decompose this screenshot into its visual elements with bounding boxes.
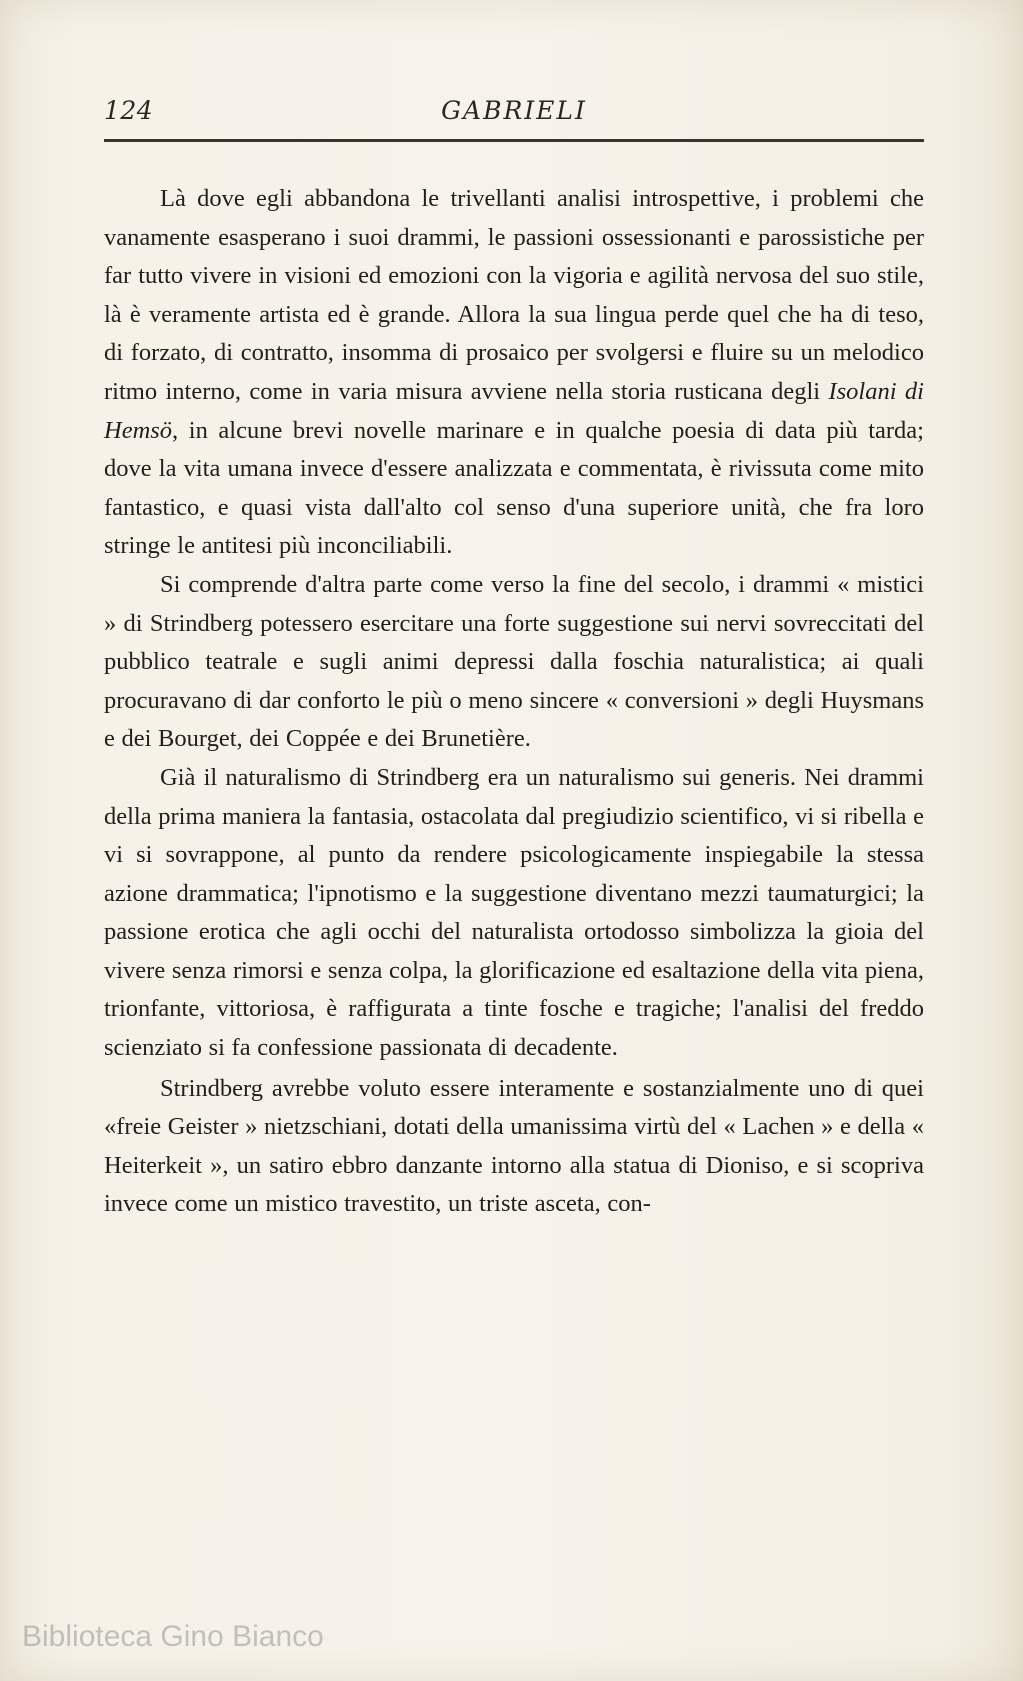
- paragraph-1-text-a: Là dove egli abbandona le trivellanti analisi introspettive, i problemi che vanamente esasperano i suoi drammi, le passioni ossessionanti e parossistiche per far tutto vivere in visioni ed emozioni con la vigoria e agilità nervosa del suo stile, là è veramente artista ed è grande. Allora la sua lingua perde quel che ha di teso, di forzato, di contratto, insomma di prosaico per svolgersi e fluire su un melodico ritmo interno, come in varia misura avviene nella storia rusticana degli: [104, 185, 924, 405]
- page-header: [104, 96, 924, 130]
- book-title-italic: Isolani di Hemsö: [104, 377, 924, 444]
- page-number: 124: [104, 96, 154, 125]
- library-watermark: Biblioteca Gino Bianco: [22, 1620, 324, 1653]
- running-title: GABRIELI: [441, 96, 587, 125]
- paragraph-2: Si comprende d'altra parte come verso la fine del secolo, i drammi « mistici » di Strindberg potessero esercitare una forte suggestione sui nervi sovreccitati del pubblico teatrale e sugli animi depressi dalla foschia naturalistica; ai quali procuravano di dar conforto le più o meno sincere « conversioni » degli Huysmans e dei Bourget, dei Coppée e dei Brunetière.: [104, 570, 924, 753]
- paragraph-1: [104, 180, 924, 566]
- paragraph-1-text-b: , in alcune brevi novelle marinare e in qualche poesia di data più tarda; dove la vita umana invece d'essere analizzata e commentata, è rivissuta come mito fantastico, e quasi vista dall'alto col senso d'una superiore unità, che fra loro stringe le antitesi più inconciliabili.: [104, 416, 924, 560]
- paragraph-4: Strindberg avrebbe voluto essere interamente e sostanzialmente uno di quei «freie Geister » nietzschiani, dotati della umanissima virtù del « Lachen » e della « Heiterkeit », un satiro ebbro danzante intorno alla statua di Dioniso, e si scopriva invece come un mistico travestito, un triste asceta, con-: [104, 1074, 924, 1218]
- header-rule: [104, 139, 924, 142]
- paragraph-3: Già il naturalismo di Strindberg era un naturalismo sui generis. Nei drammi della prima maniera la fantasia, ostacolata dal pregiudizio scientifico, vi si ribella e vi si sovrappone, al punto da rendere psicologicamente inspiegabile la stessa azione drammatica; l'ipnotismo e la suggestione diventano mezzi taumaturgici; la passione erotica che agli occhi del naturalista ortodosso simbolizza la gioia del vivere senza rimorsi e senza colpa, la glorificazione ed esaltazione della vita piena, trionfante, vittoriosa, è raffigurata a tinte fosche e tragiche; l'analisi del freddo scienziato si fa confessione passionata di decadente.: [104, 763, 924, 1062]
- body-text: [104, 180, 924, 1224]
